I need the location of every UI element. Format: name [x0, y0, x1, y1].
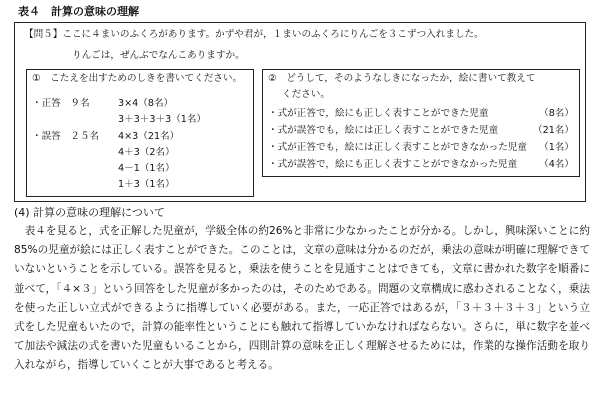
section-body — [14, 222, 590, 376]
correct-label: ・正答 ９名 — [32, 98, 90, 109]
question-line-2: りんごは，ぜんぶでなんこありますか。 — [72, 50, 245, 61]
section-heading: (4) 計算の意味の理解について — [14, 206, 165, 219]
result-row-2-label: ・式が誤答でも，絵には正しく表すことができた児童 — [268, 125, 499, 136]
result-row-1-label: ・式が正答で，絵にも正しく表すことができた児童 — [268, 108, 489, 119]
result-row-3-label: ・式が正答でも，絵には正しく表すことができなかった児童 — [268, 142, 528, 153]
wrong-answer-1: 4×3（21名） — [118, 131, 180, 142]
correct-answer-2: 3＋3＋3＋3（1名） — [118, 114, 207, 125]
wrong-answer-2: 4＋3（2名） — [118, 147, 175, 158]
wrong-label: ・誤答 ２５名 — [32, 131, 100, 142]
result-row-4-count: （4名） — [539, 159, 574, 170]
result-row-3-count: （1名） — [539, 142, 574, 153]
result-row-4-label: ・式が誤答で，絵にも正しく表すことができなかった児童 — [268, 159, 518, 170]
result-row-1-count: （8名） — [539, 108, 574, 119]
question-line-1 — [24, 29, 484, 41]
wrong-answer-4: 1＋3（1名） — [118, 179, 175, 190]
correct-answer-1: 3×4（8名） — [118, 98, 174, 109]
part2-heading-2: ください。 — [282, 89, 330, 100]
question-text-1: ここに４まいのふくろがあります。かずや君が，１まいのふくろにりんごを３こずつ入れました。 — [62, 29, 484, 40]
part1-heading: ① こたえを出すためのしきを書いてください。 — [32, 73, 243, 84]
section-paragraph: 表４を見ると，式を正解した児童が，学級全体の約26%と非常に少なかったことが分かる。しかし，興味深いことに約85%の児童が絵には正しく表すことができた。このことは，文章の意味は分かるのだが，乗法の意味が明確に理解できていないということを示している。誤答を見ると，乗法を使うことを見通すことはできても，文章に書かれた数字を順番に並べて，「４×３」という回答をした児童が多かったのは，そのためである。問題の文章構成に惑わされることなく，乗法を使った正しい立式ができるように指導していく必要がある。また，一応正答ではあるが，「３＋３＋３＋３」という立式をした児童もいたので，計算の能率性ということにも触れて指導していかなければならない。さらに，単に数字を並べて加法や減法の式を書いた児童もいることから，四則計算の意味を正しく理解させるためには，作業的な操作活動を取り入れながら，指導していくことが大事であると考える。 — [14, 225, 590, 372]
result-row-2-count: （21名） — [533, 125, 574, 136]
wrong-answer-3: 4－1（1名） — [118, 163, 175, 174]
part2-heading-1: ② どうして，そのようなしきになったか，絵に書いて教えて — [268, 73, 536, 84]
question-tag: 【問５】 — [24, 29, 63, 40]
table-title: 表４ 計算の意味の理解 — [18, 5, 139, 18]
